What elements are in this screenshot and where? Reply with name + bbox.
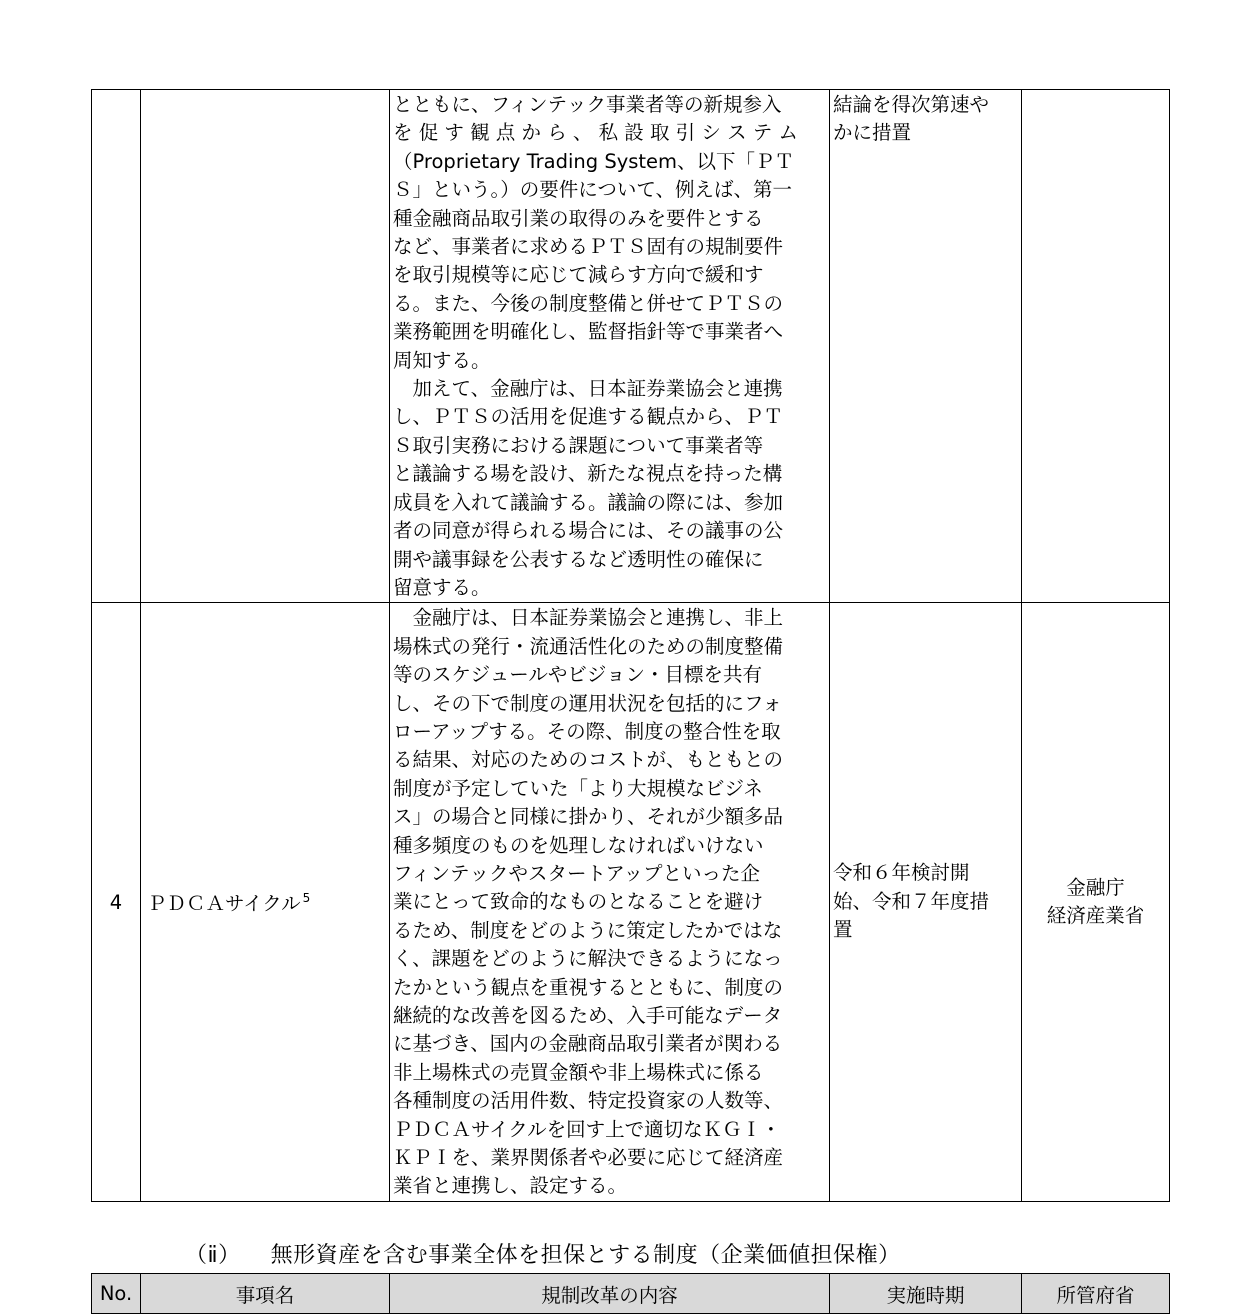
content-line: ＰＤＣＡサイクルを回す上で適切なＫＧＩ・ — [393, 1117, 781, 1141]
header-item-name: 事項名 — [141, 1274, 390, 1314]
content-line: 業省と連携し、設定する。 — [393, 1174, 628, 1198]
period-line: 令和６年検討開 — [833, 861, 970, 885]
item-name-cell — [141, 90, 390, 603]
ministry-cell — [1022, 603, 1170, 1202]
content-line: ス」の場合と同様に掛かり、それが少額多品 — [393, 805, 784, 829]
content-line: 各種制度の活用件数、特定投資家の人数等、 — [393, 1089, 784, 1113]
content-line: し、その下で制度の運用状況を包括的にフォ — [393, 691, 783, 715]
content-line: とともに、フィンテック事業者等の新規参入 — [393, 93, 782, 116]
content-line: るため、制度をどのように策定したかではな — [393, 918, 783, 942]
content-line: 金融庁は、日本証券業協会と連携し、非上 — [393, 606, 784, 630]
period-line: かに措置 — [833, 121, 912, 145]
content-line: と議論する場を設け、新たな視点を持った構 — [393, 462, 783, 486]
content-line: たかという観点を重視するとともに、制度の — [393, 975, 784, 999]
section-title: 無形資産を含む事業全体を担保とする制度（企業価値担保権） — [270, 1243, 901, 1268]
content-line: 開や議事録を公表するなど透明性の確保に — [393, 547, 764, 571]
content-line: ローアップする。その際、制度の整合性を取 — [393, 719, 781, 743]
content-line: 等のスケジュールやビジョン・目標を共有 — [393, 663, 762, 687]
content-line: 成員を入れて議論する。議論の際には、参加 — [393, 490, 784, 514]
content-line: 種多頻度のものを処理しなければいけない — [393, 833, 764, 857]
section-heading — [185, 1238, 901, 1269]
content-line: 場株式の発行・流通活性化のための制度整備 — [393, 634, 784, 658]
content-line: 継続的な改善を図るため、入手可能なデータ — [393, 1004, 783, 1027]
period-line: 置 — [833, 918, 853, 942]
section-number: （ⅱ） — [185, 1243, 241, 1268]
row-number-cell: 4 — [92, 603, 141, 1202]
item-name: ＰＤＣＡサイクル — [147, 892, 301, 916]
reform-content-cell — [390, 603, 830, 1202]
content-line: く、課題をどのように解決できるようになっ — [393, 947, 783, 971]
content-line: に基づき、国内の金融商品取引業者が関わる — [393, 1032, 783, 1056]
item-name-cell — [141, 603, 390, 1202]
content-line: 業務範囲を明確化し、監督指針等で事業者へ — [393, 320, 784, 344]
content-line: フィンテックやスタートアップといった企 — [393, 861, 760, 885]
regulatory-reform-table — [91, 89, 1170, 1202]
row-number-cell — [92, 90, 141, 603]
content-line: Ｓ」という。）の要件について、例えば、第一 — [393, 178, 792, 202]
content-line: 非上場株式の売買金額や非上場株式に係る — [393, 1060, 764, 1084]
content-line: 加えて、金融庁は、日本証券業協会と連携 — [393, 377, 783, 401]
content-line: る。また、今後の制度整備と併せてＰＴＳの — [393, 291, 784, 315]
content-line: を取引規模等に応じて減らす方向で緩和す — [393, 263, 764, 287]
content-line: 種金融商品取引業の取得のみを要件とする — [393, 206, 764, 230]
content-line: ＫＰＩを、業界関係者や必要に応じて経済産 — [393, 1146, 784, 1170]
content-line: る結果、対応のためのコストが、もともとの — [393, 748, 784, 772]
reform-content-cell — [390, 90, 830, 603]
header-reform-content: 規制改革の内容 — [390, 1274, 830, 1314]
content-line: 者の同意が得られる場合には、その議事の公 — [393, 519, 784, 543]
header-no: No. — [92, 1274, 141, 1314]
content-line: 留意する。 — [393, 575, 491, 599]
ministry-line: 経済産業省 — [1046, 904, 1145, 928]
header-row — [92, 1274, 1170, 1314]
content-line: Ｓ取引実務における課題について事業者等 — [393, 433, 764, 457]
content-line: 制度が予定していた「より大規模なビジネ — [393, 776, 763, 800]
table-row — [92, 90, 1170, 603]
content-line: し、ＰＴＳの活用を促進する観点から、ＰＴ — [393, 405, 784, 429]
implementation-period-cell — [830, 90, 1022, 603]
implementation-period-cell — [830, 603, 1022, 1202]
content-line: 周知する。 — [393, 348, 491, 372]
period-line: 結論を得次第速や — [833, 93, 990, 116]
ministry-cell — [1022, 90, 1170, 603]
ministry-line: 金融庁 — [1066, 876, 1125, 900]
content-line: （Proprietary Trading System、以下「ＰＴ — [393, 149, 795, 173]
next-table-header — [91, 1273, 1170, 1314]
header-implementation-period: 実施時期 — [830, 1274, 1022, 1314]
period-line: 始、令和７年度措 — [833, 889, 990, 913]
footnote-marker: 5 — [302, 891, 311, 906]
table-row — [92, 603, 1170, 1202]
content-line: など、事業者に求めるＰＴＳ固有の規制要件 — [393, 235, 784, 259]
content-line: 業にとって致命的なものとなることを避け — [393, 890, 764, 914]
content-line: を 促 す 観 点 か ら 、 私 設 取 引 シ ス テ ム — [393, 121, 798, 145]
header-ministry: 所管府省 — [1022, 1274, 1170, 1314]
